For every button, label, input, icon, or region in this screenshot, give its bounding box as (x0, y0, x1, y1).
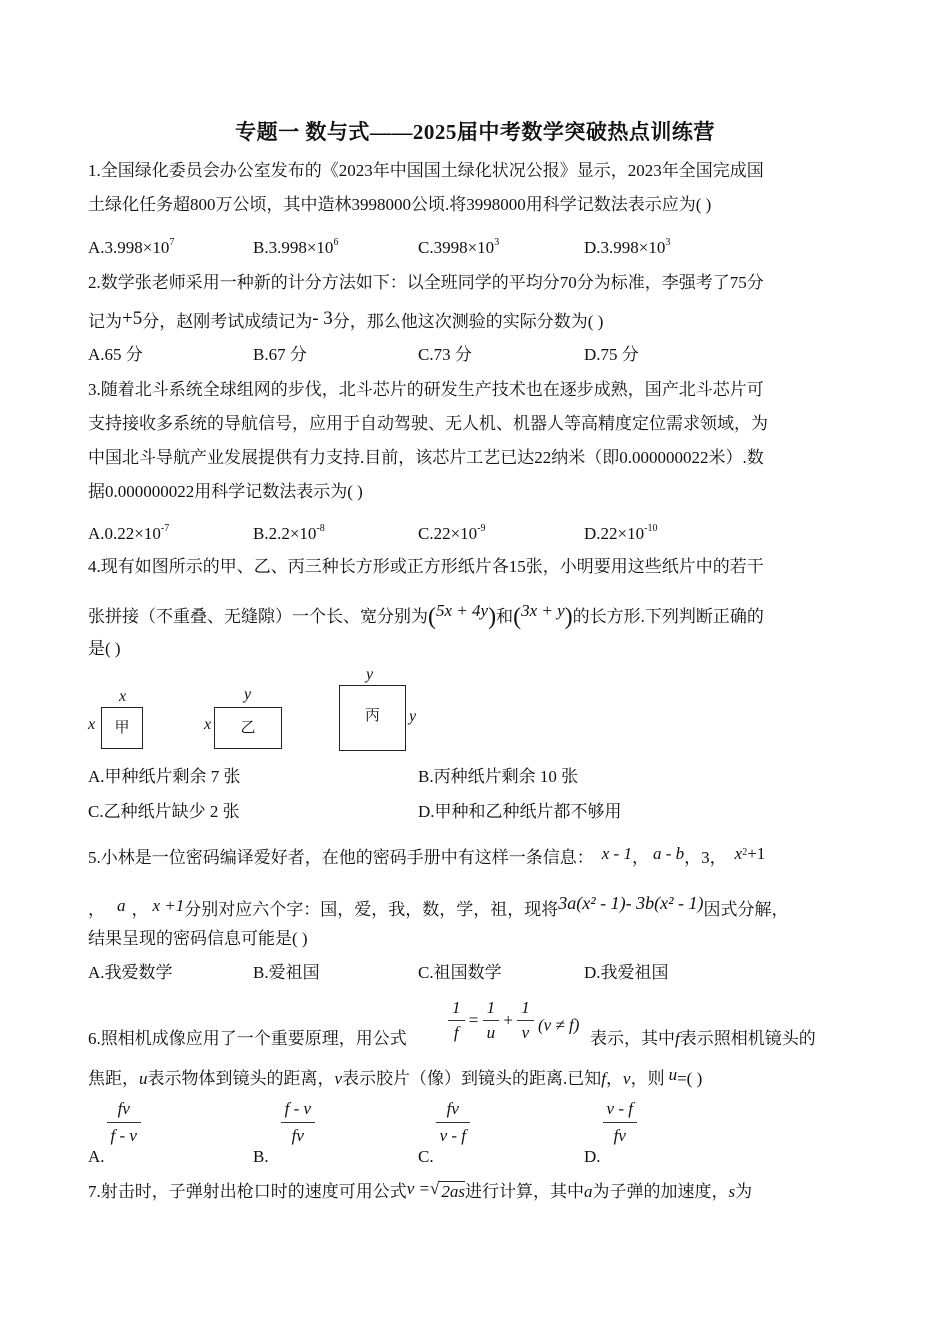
q3-line-1: 3.随着北斗系统全球组网的步伐，北斗芯片的研发生产技术也在逐步成熟，国产北斗芯片可 (88, 380, 764, 399)
q5-line-3: 结果呈现的密码信息可能是( ) (88, 929, 308, 948)
page-title: 专题一 数与式——2025届中考数学突破热点训练营 (235, 120, 715, 144)
paper-jia: 甲 (101, 707, 143, 749)
q6-option-d[interactable]: D. $\frac{v - f}{fv}$ (584, 1098, 637, 1147)
paper-yi: 乙 (214, 707, 282, 749)
q4-option-b[interactable]: B.丙种纸片剩余 10 张 (418, 767, 579, 786)
q6-option-a[interactable]: A. $\frac{fv}{f - v}$ (88, 1098, 141, 1147)
q2-option-c[interactable]: C.73 分 (418, 345, 472, 364)
yi-top-label: y (244, 686, 252, 703)
q6-line-1-tail: 表示，其中f表示照相机镜头的 (590, 1029, 816, 1048)
q2-line-1: 2.数学张老师采用一种新的计分方法如下：以全班同学的平均分70分为标准，李强考了75分 (88, 273, 764, 292)
bing-side-label: y (409, 708, 417, 725)
q4-option-d[interactable]: D.甲种和乙种纸片都不够用 (418, 802, 622, 821)
jia-top-label: x (119, 688, 127, 705)
bing-top-label: y (366, 666, 374, 683)
jia-side-label: x (88, 716, 96, 733)
q3-line-3: 中国北斗导航产业发展提供有力支持.目前，该芯片工艺已达22纳米（即0.000000022米）.数 (88, 448, 764, 467)
q6-line-1: 6.照相机成像应用了一个重要原理，用公式 (88, 1029, 407, 1048)
q1-option-b[interactable]: $B.3.998\times 10^6$ (253, 237, 339, 257)
q5-line-1: 5.小林是一位密码编译爱好者，在他的密码手册中有这样一条信息： x - 1， a - b，3， $x^2+1$ (88, 844, 766, 867)
q5-line-2: ， a ， x +1分别对应六个字：国，爱，我，数，学，祖，现将3a(x² - 1)- 3b(x² - 1)因式分解， (88, 893, 789, 919)
q1-line-2: 土绿化任务超800万公顷，其中造林3998000公顷.将3998000用科学记数法表示应为( ) (88, 195, 712, 214)
paper-bing: 丙 (339, 685, 406, 751)
q7-line-1: 7.射击时，子弹射出枪口时的速度可用公式v =√ 2as进行计算，其中a为子弹的加速度，s为 (88, 1179, 753, 1201)
q3-option-a[interactable]: $A.0.22\times 10^{-7}$ (88, 523, 170, 543)
q6-line-2: 焦距，u表示物体到镜头的距离，v表示胶片（像）到镜头的距离.已知f，v，则 u=( ) (88, 1065, 703, 1088)
q5-option-b[interactable]: B.爱祖国 (253, 963, 320, 982)
q2-option-a[interactable]: A.65 分 (88, 345, 143, 364)
q1-option-c[interactable]: $C.3998\times 10^3$ (418, 237, 500, 257)
q3-line-2: 支持接收多系统的导航信号，应用于自动驾驶、无人机、机器人等高精度定位需求领域，为 (88, 414, 768, 433)
q1-line-1: 1.全国绿化委员会办公室发布的《2023年中国国土绿化状况公报》显示，2023年全国完成国 (88, 161, 764, 180)
q3-option-c[interactable]: $C.22\times 10^{-9}$ (418, 523, 486, 543)
q5-option-c[interactable]: C.祖国数学 (418, 963, 502, 982)
q1-option-d[interactable]: $D.3.998\times 10^3$ (584, 237, 671, 257)
q3-option-d[interactable]: $D.22\times 10^{-10}$ (584, 523, 658, 543)
q5-option-a[interactable]: A.我爱数学 (88, 963, 173, 982)
q4-line-3: 是( ) (88, 639, 121, 658)
q4-option-a[interactable]: A.甲种纸片剩余 7 张 (88, 767, 241, 786)
yi-side-label: x (204, 716, 212, 733)
lens-formula: $\frac{1}{f}$ = $\frac{1}{u}$ + $\frac{1}{v}$ (v ≠ f) (448, 998, 579, 1043)
q6-option-c[interactable]: C. $\frac{fv}{v - f}$ (418, 1098, 470, 1147)
q4-line-2: 张拼接（不重叠、无缝隙）一个长、宽分别为(5x + 4y)和(3x + y)的长方形.下列判断正确的 (88, 601, 764, 630)
q2-option-d[interactable]: D.75 分 (584, 345, 639, 364)
q2-line-2: 记为+5分，赵刚考试成绩记为- 3分，那么他这次测验的实际分数为( ) (88, 308, 604, 331)
q4-option-c[interactable]: C.乙种纸片缺少 2 张 (88, 802, 240, 821)
q1-option-a[interactable]: $A.3.998\times 10^7$ (88, 237, 175, 257)
q3-line-4: 据0.000000022用科学记数法表示为( ) (88, 482, 363, 501)
q3-option-b[interactable]: $B.2.2\times 10^{-8}$ (253, 523, 325, 543)
q2-option-b[interactable]: B.67 分 (253, 345, 307, 364)
q4-line-1: 4.现有如图所示的甲、乙、丙三种长方形或正方形纸片各15张，小明要用这些纸片中的若干 (88, 557, 764, 576)
q6-option-b[interactable]: B. $\frac{f - v}{fv}$ (253, 1098, 315, 1147)
q5-option-d[interactable]: D.我爱祖国 (584, 963, 669, 982)
